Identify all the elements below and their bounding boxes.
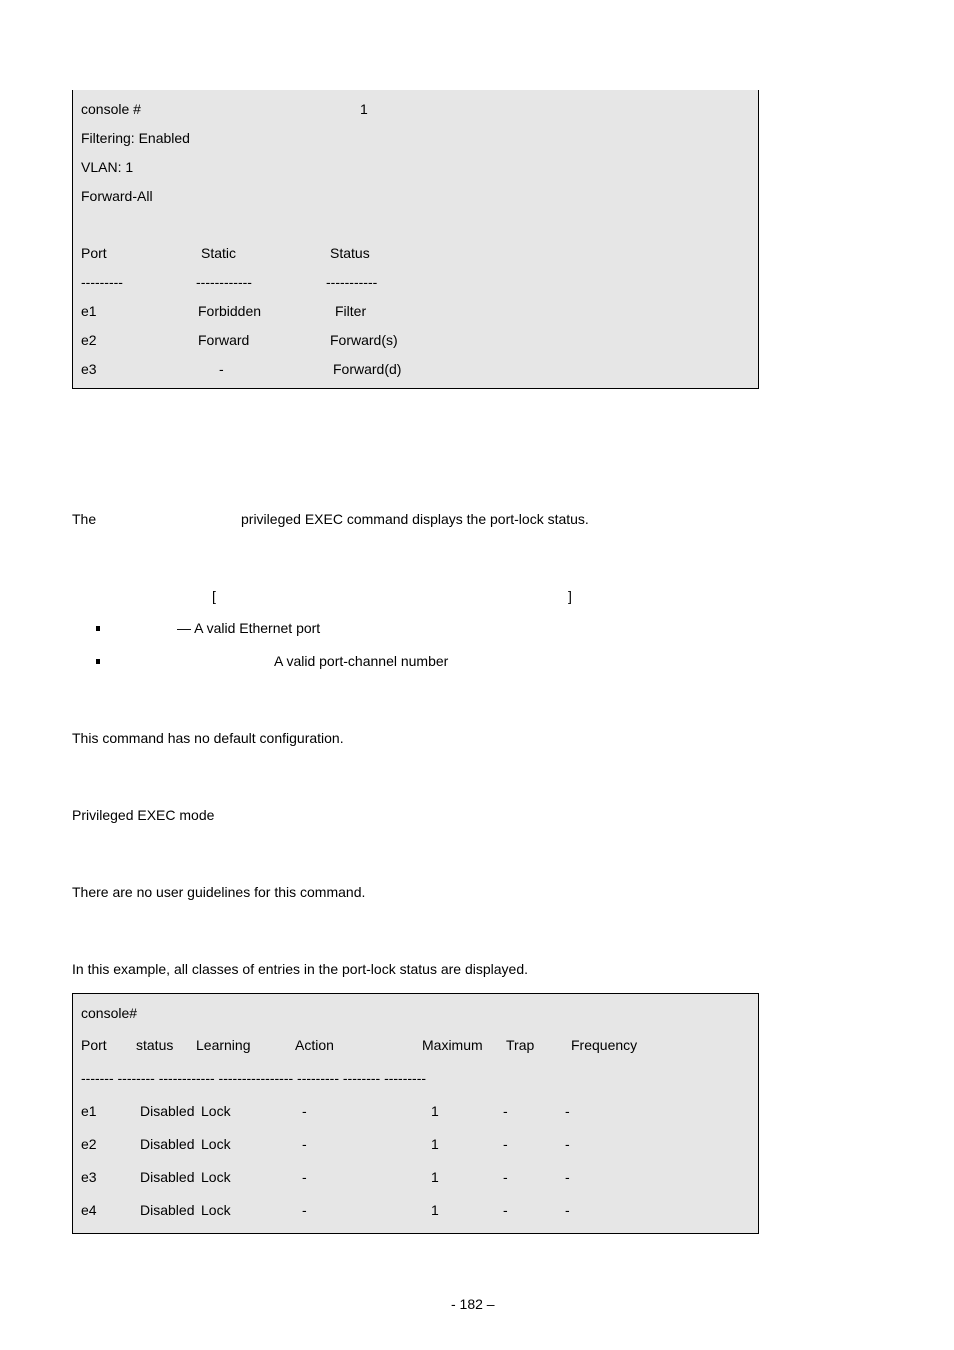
table-row-port: e3: [81, 361, 97, 377]
table-row-trap: -: [503, 1136, 508, 1152]
syntax-close-bracket: ]: [568, 588, 572, 604]
page-number: - 182 –: [451, 1296, 495, 1312]
table-row-port: e4: [81, 1202, 97, 1218]
example1-header-status: Status: [330, 245, 370, 261]
table-row-maximum: 1: [431, 1202, 439, 1218]
table-row-status: Disabled: [140, 1169, 195, 1185]
example2-header-frequency: Frequency: [571, 1037, 638, 1053]
table-row-port: e2: [81, 332, 97, 348]
table-row-status: Disabled: [140, 1136, 195, 1152]
syntax-open-bracket: [: [212, 588, 216, 604]
example-intro-text: In this example, all classes of entries in the port-lock status are displayed.: [72, 961, 528, 977]
table-row-trap: -: [503, 1202, 508, 1218]
example2-header-status: status: [136, 1037, 174, 1053]
example1-dash-static: ------------: [196, 274, 252, 290]
table-row-port: e3: [81, 1169, 97, 1185]
table-row-frequency: -: [565, 1169, 570, 1185]
example1-forward-all: Forward-All: [81, 188, 153, 204]
example1-filtering: Filtering: Enabled: [81, 130, 190, 146]
table-row-maximum: 1: [431, 1169, 439, 1185]
table-row-learning: Lock: [201, 1103, 231, 1119]
example1-header-port: Port: [81, 245, 107, 261]
table-row-frequency: -: [565, 1202, 570, 1218]
table-row-status: Forward(s): [330, 332, 398, 348]
user-guidelines-text: There are no user guidelines for this command.: [72, 884, 366, 900]
table-row-frequency: -: [565, 1136, 570, 1152]
example1-header-static: Static: [201, 245, 237, 261]
table-row-learning: Lock: [201, 1136, 231, 1152]
table-row-trap: -: [503, 1103, 508, 1119]
example2-header-trap: Trap: [506, 1037, 535, 1053]
description-the: The: [72, 511, 97, 527]
table-row-action: -: [302, 1103, 307, 1119]
example1-prompt: console #: [81, 101, 141, 117]
table-row-action: -: [302, 1202, 307, 1218]
table-row-trap: -: [503, 1169, 508, 1185]
param-ethernet: — A valid Ethernet port: [177, 620, 321, 636]
command-mode-text: Privileged EXEC mode: [72, 807, 215, 823]
default-config-text: This command has no default configuration.: [72, 730, 344, 746]
table-row-maximum: 1: [431, 1136, 439, 1152]
table-row-status: Filter: [335, 303, 367, 319]
bullet-icon: [96, 626, 100, 631]
table-row-frequency: -: [565, 1103, 570, 1119]
example2-dashes: ------- -------- ------------ ---------------- --------- -------- ---------: [81, 1070, 427, 1086]
example1-dash-status: -----------: [326, 274, 378, 290]
example2-header-learning: Learning: [196, 1037, 251, 1053]
table-row-port: e2: [81, 1136, 97, 1152]
table-row-action: -: [302, 1169, 307, 1185]
table-row-maximum: 1: [431, 1103, 439, 1119]
table-row-status: Disabled: [140, 1103, 195, 1119]
table-row-status: Forward(d): [333, 361, 402, 377]
table-row-learning: Lock: [201, 1202, 231, 1218]
example2-header-port: Port: [81, 1037, 107, 1053]
table-row-static: Forward: [198, 332, 250, 348]
table-row-static: -: [219, 361, 224, 377]
table-row-port: e1: [81, 1103, 97, 1119]
example1-prompt-arg: 1: [360, 101, 368, 117]
bullet-icon: [96, 659, 100, 664]
example2-header-action: Action: [295, 1037, 334, 1053]
table-row-static: Forbidden: [198, 303, 262, 319]
param-port-channel: A valid port-channel number: [274, 653, 449, 669]
table-row-status: Disabled: [140, 1202, 195, 1218]
example1-dash-port: ---------: [81, 274, 123, 290]
table-row-learning: Lock: [201, 1169, 231, 1185]
table-row-action: -: [302, 1136, 307, 1152]
example1-vlan: VLAN: 1: [81, 159, 134, 175]
example2-prompt: console#: [81, 1005, 138, 1021]
table-row-port: e1: [81, 303, 97, 319]
description-text: privileged EXEC command displays the port-lock status.: [241, 511, 589, 527]
example2-header-maximum: Maximum: [422, 1037, 483, 1053]
